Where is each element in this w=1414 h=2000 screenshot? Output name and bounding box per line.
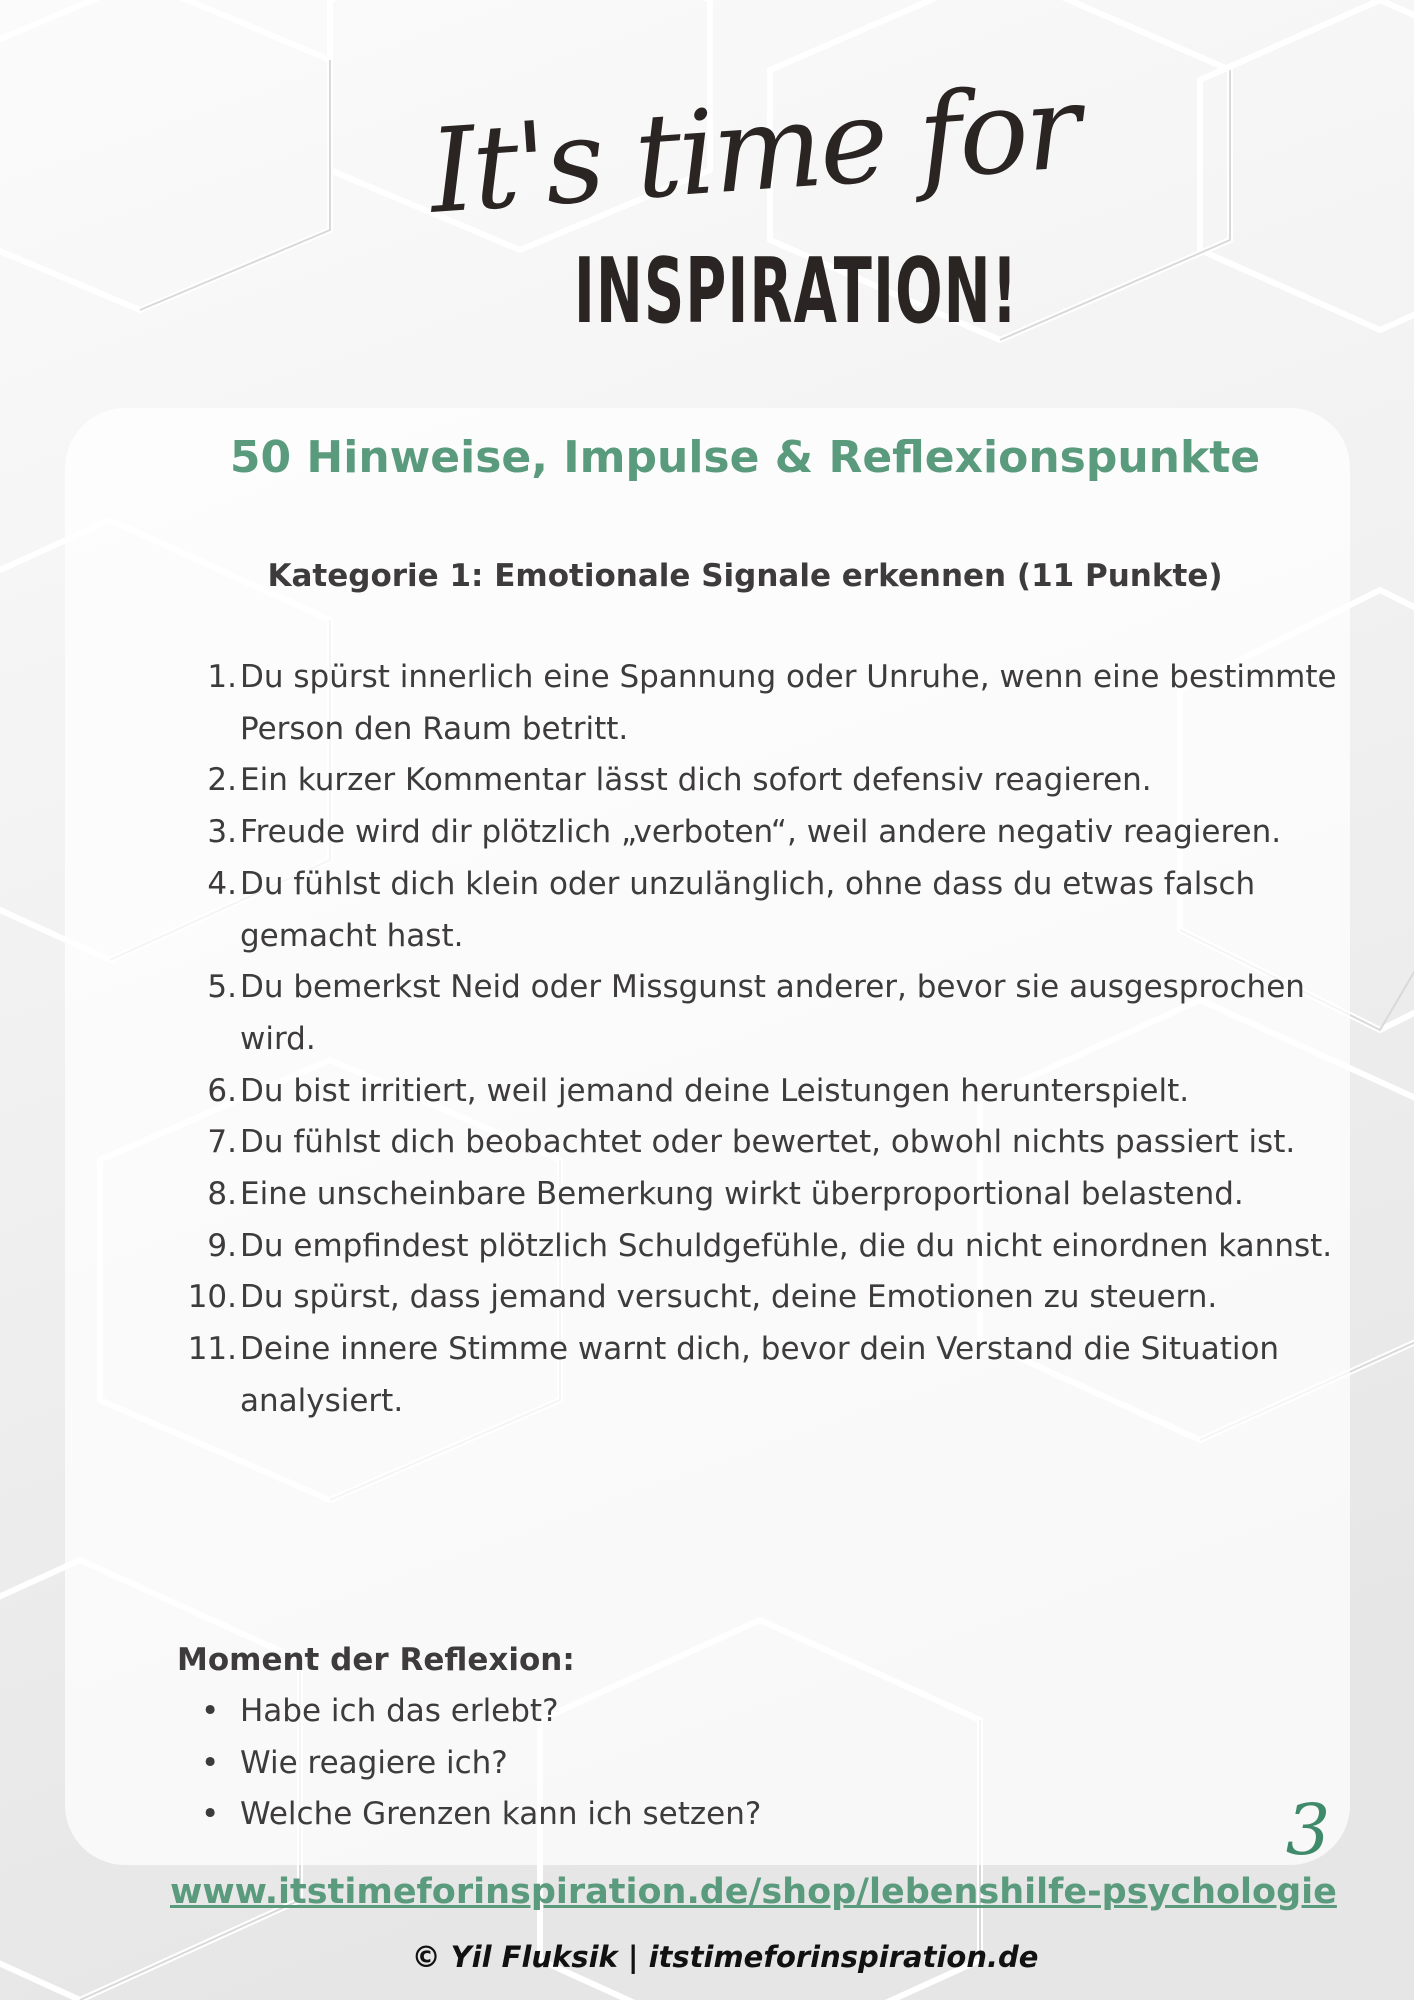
item-text: Ein kurzer Kommentar lässt dich sofort defensiv reagieren. [240, 762, 1152, 799]
list-item [207, 1221, 1360, 1273]
item-number: 2. [207, 762, 237, 799]
inspiration-title: INSPIRATION! [574, 239, 1019, 344]
list-item [207, 652, 1360, 755]
item-text: Du empfindest plötzlich Schuldgefühle, die du nicht einordnen kannst. [240, 1227, 1333, 1264]
item-text: Du fühlst dich beobachtet oder bewertet, obwohl nichts passiert ist. [240, 1124, 1296, 1161]
bullet-icon: • [201, 1796, 220, 1833]
item-number: 8. [207, 1176, 237, 1213]
list-item [201, 1686, 1140, 1738]
script-tagline: It's time for [425, 59, 1083, 240]
list-item [187, 1324, 1360, 1427]
list-item [207, 1117, 1360, 1169]
copyright-notice: © Yil Fluksik | itstimeforinspiration.de [411, 1940, 1039, 1974]
item-text: Freude wird dir plötzlich „verboten“, weil andere negativ reagieren. [240, 814, 1282, 851]
item-number: 7. [207, 1124, 237, 1161]
item-number: 9. [207, 1227, 237, 1264]
item-number: 4. [207, 865, 237, 902]
bullet-icon: • [201, 1693, 220, 1729]
item-text: Du fühlst dich klein oder unzulänglich, ohne dass du etwas falsch gemacht hast. [240, 865, 1256, 954]
page-heading: 50 Hinweise, Impulse & Reflexionspunkte [229, 432, 1261, 483]
item-text: Deine innere Stimme warnt dich, bevor dein Verstand die Situation analysiert. [240, 1331, 1280, 1419]
reflection-title: Moment der Reflexion: [177, 1642, 575, 1678]
item-number: 1. [207, 659, 237, 695]
list-item [207, 1169, 1360, 1221]
shop-link[interactable]: www.itstimeforinspiration.de/shop/lebenshilfe-psychologie [170, 1872, 1337, 1912]
item-number: 6. [207, 1072, 237, 1109]
list-item [207, 755, 1360, 807]
list-item [207, 859, 1360, 962]
list-item [187, 1272, 1360, 1324]
item-text: Du bist irritiert, weil jemand deine Leistungen herunterspielt. [240, 1072, 1190, 1109]
bullet-icon: • [201, 1744, 220, 1781]
item-text: Eine unscheinbare Bemerkung wirkt überproportional belastend. [240, 1176, 1244, 1213]
item-number: 11. [187, 1331, 237, 1368]
question-text: Welche Grenzen kann ich setzen? [240, 1796, 762, 1833]
item-text: Du spürst innerlich eine Spannung oder Unruhe, wenn eine bestimmte Person den Raum betritt. [240, 659, 1337, 747]
question-text: Wie reagiere ich? [240, 1744, 508, 1781]
list-item [207, 1066, 1360, 1118]
item-number: 5. [207, 969, 237, 1006]
item-number: 3. [207, 814, 237, 851]
item-text: Du bemerkst Neid oder Missgunst anderer, bevor sie ausgesprochen wird. [240, 969, 1305, 1057]
list-item [207, 807, 1360, 859]
page-number: 3 [1285, 1789, 1331, 1871]
item-number: 10. [187, 1279, 237, 1316]
list-item [207, 962, 1360, 1065]
category-title: Kategorie 1: Emotionale Signale erkennen (11 Punkte) [267, 558, 1223, 594]
points-list [187, 652, 1360, 1428]
question-text: Habe ich das erlebt? [240, 1693, 559, 1729]
list-item [201, 1789, 1140, 1841]
reflection-questions [201, 1686, 1140, 1841]
list-item [201, 1738, 1140, 1790]
item-text: Du spürst, dass jemand versucht, deine Emotionen zu steuern. [240, 1279, 1218, 1316]
